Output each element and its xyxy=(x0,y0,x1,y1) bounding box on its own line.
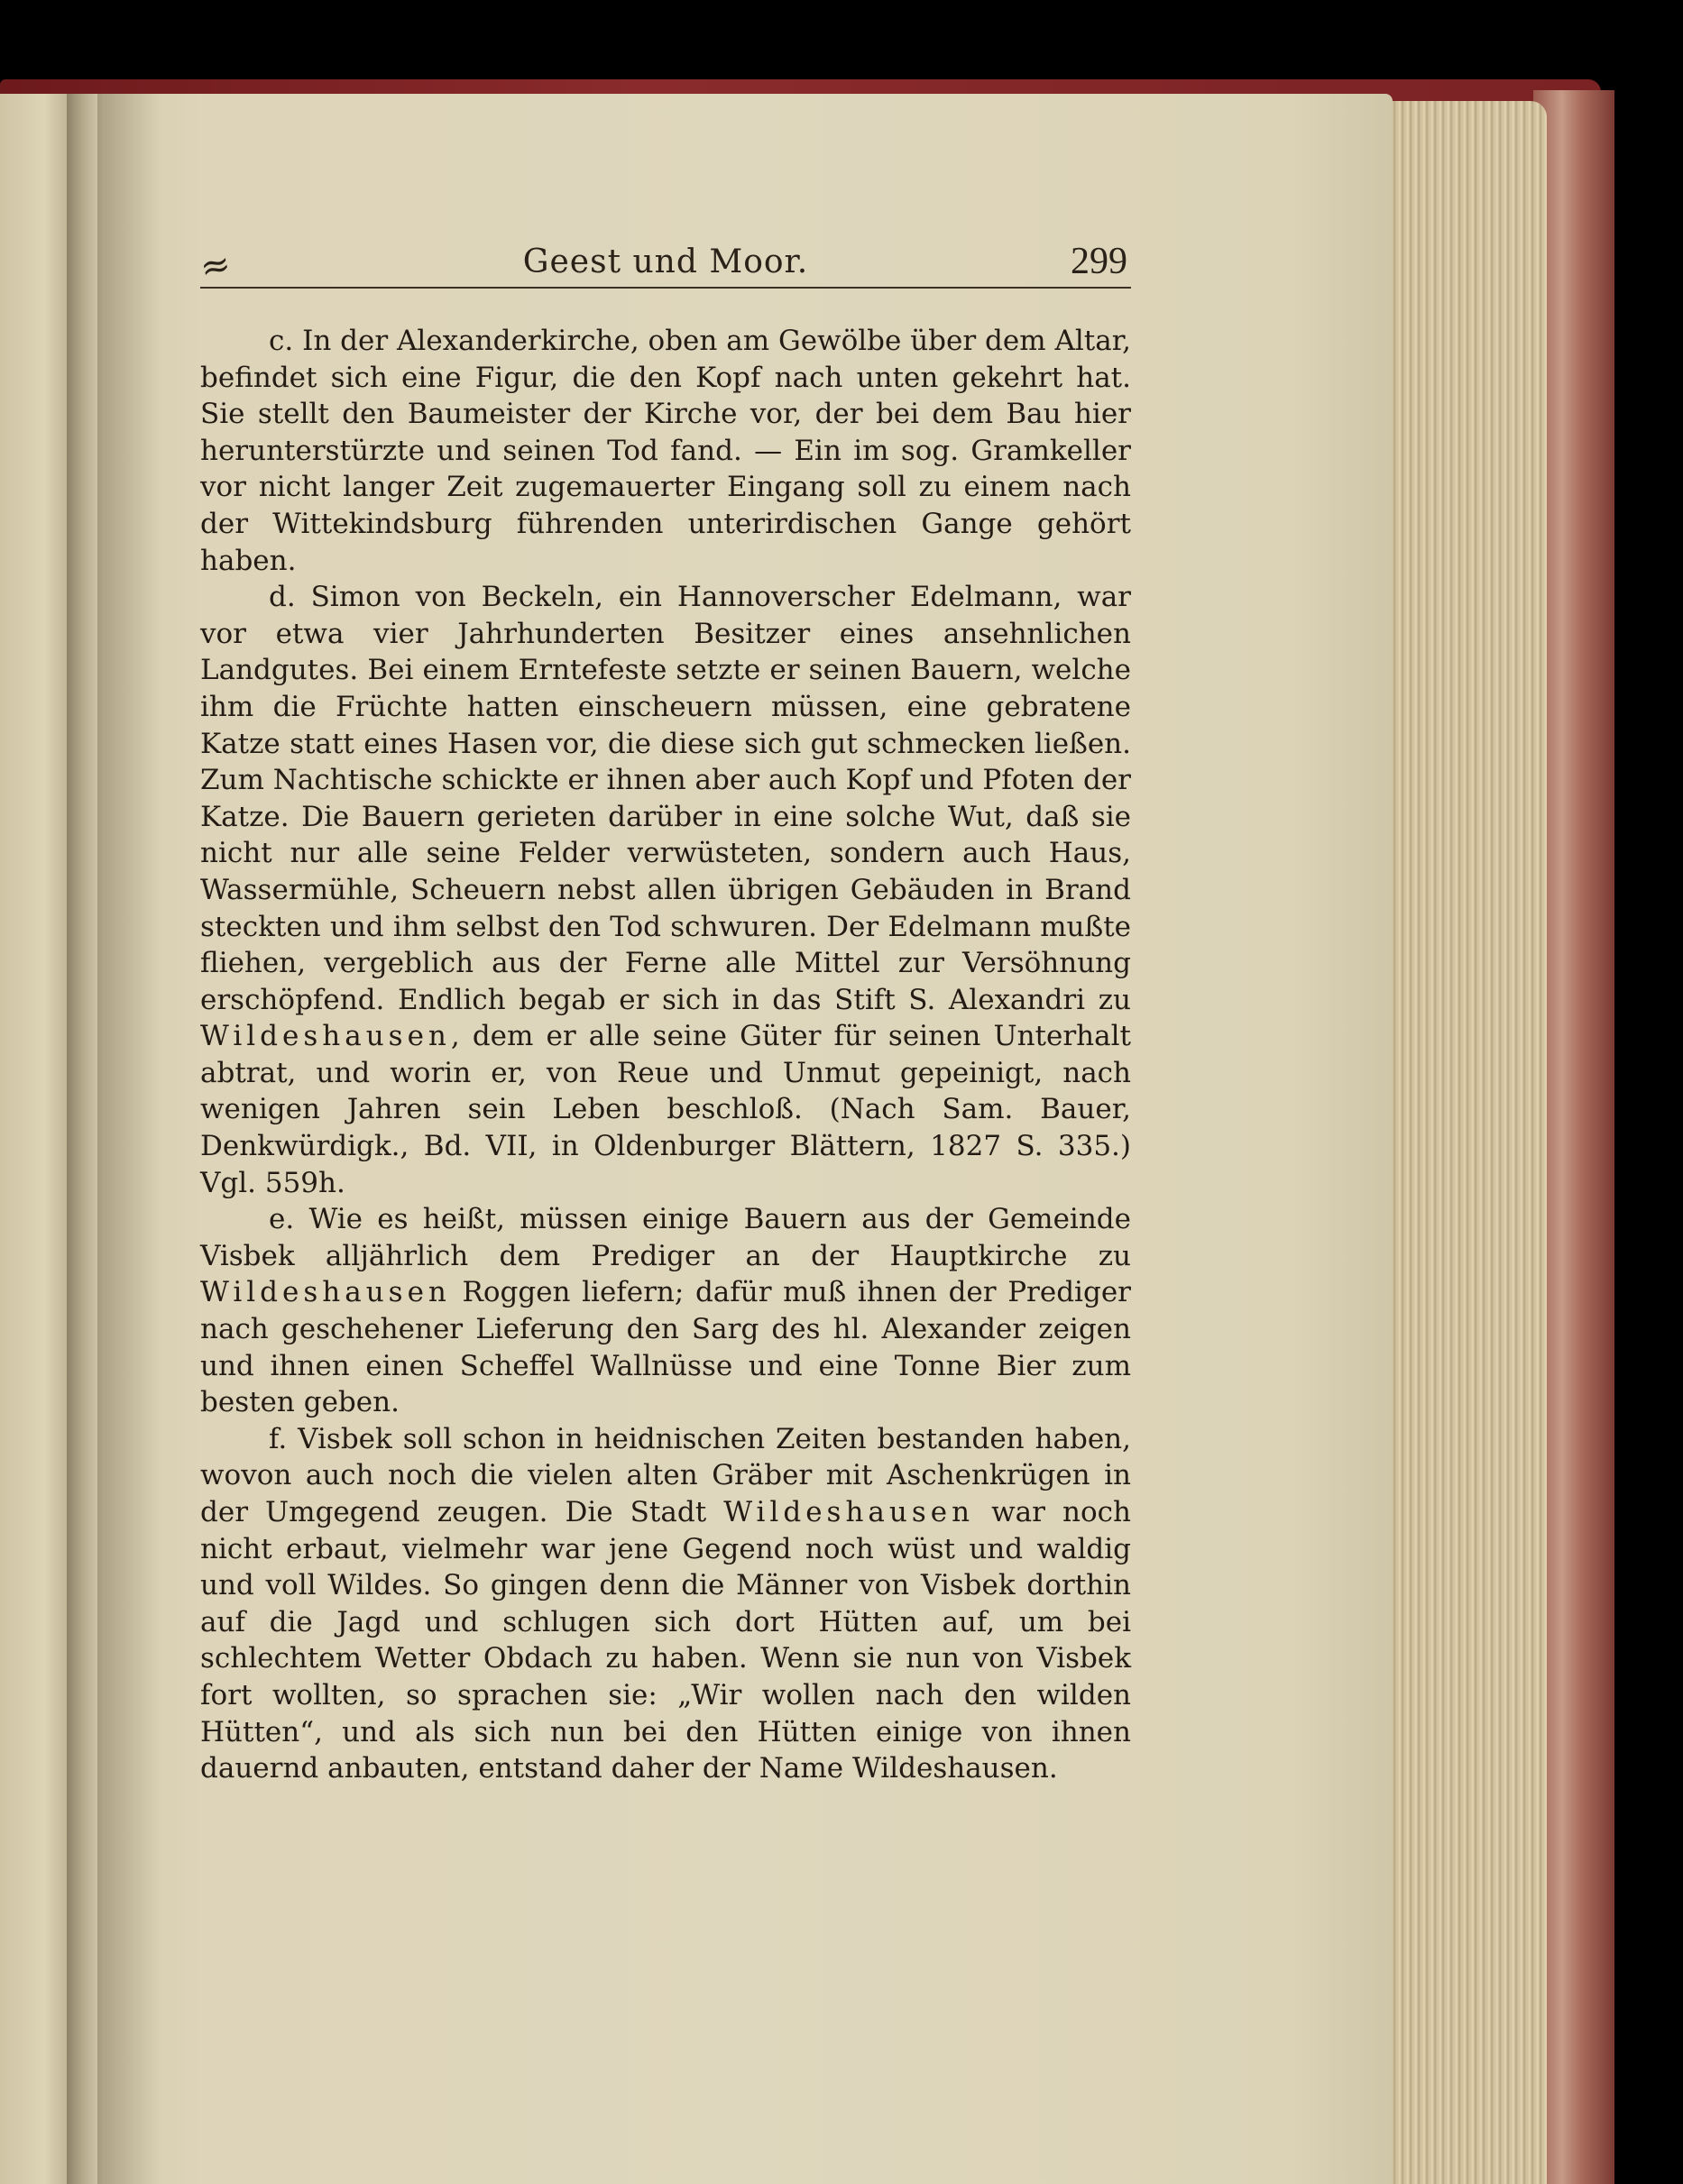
paragraph-c xyxy=(200,323,1131,579)
spaced-place-name: Wildeshausen xyxy=(723,1496,975,1528)
left-page-edge xyxy=(0,94,74,2184)
page-body xyxy=(200,323,1131,1787)
paragraph-text-continued: war noch nicht erbaut, vielmehr war jene Gegend noch wüst und waldig und voll Wildes. So gingen denn die Männer von Visbek dorthin auf die Jagd und schlugen sich dort Hütten auf, um bei schlechtem Wetter Obdach zu haben. Wenn sie nun von Visbek fort wollten, so sprachen sie: „Wir wollen nach den wilden Hütten“, und als sich nun bei den Hütten einige von ihnen dauernd anbauten, entstand daher der Name Wildeshausen. xyxy=(200,1496,1131,1785)
gutter-shadow xyxy=(97,94,161,2184)
paragraph-text-continued: Roggen liefern; dafür muß ihnen der Prediger nach geschehener Lieferung den Sarg des hl. Alexander zeigen und ihnen einen Scheffel Wallnüsse und eine Tonne Bier zum besten geben. xyxy=(200,1276,1131,1419)
paragraph-label: f. xyxy=(269,1422,288,1455)
spaced-place-name: Wildeshausen xyxy=(200,1276,451,1309)
paragraph-label: e. xyxy=(269,1203,295,1236)
paragraph-label: d. xyxy=(269,581,296,614)
signature-mark: ≈ xyxy=(196,243,235,289)
page-stack-edge xyxy=(1389,101,1547,2184)
paragraph-label: c. xyxy=(269,325,294,357)
paragraph-f xyxy=(200,1421,1131,1787)
paragraph-text: In der Alexanderkirche, oben am Gewölbe über dem Altar, befindet sich eine Figur, die den Kopf nach unten gekehrt hat. Sie stellt den Baumeister der Kirche vor, der bei dem Bau hier herunterstürzte und seinen Tod fand. — Ein im sog. Gramkeller vor nicht langer Zeit zugemauerter Eingang soll zu einem nach der Wittekindsburg führenden unterirdischen Gange gehört haben. xyxy=(200,325,1132,577)
running-title: Geest und Moor. xyxy=(522,243,809,280)
paragraph-text: Visbek soll schon in heidnischen Zeiten bestanden haben, wovon auch noch die vielen alten Gräber mit Aschenkrügen in der Umgegend zeugen. Die Stadt xyxy=(200,1422,1131,1528)
paragraph-e xyxy=(200,1201,1131,1421)
spaced-place-name: Wildeshausen xyxy=(200,1020,451,1053)
paragraph-text: Wie es heißt, müssen einige Bauern aus der Gemeinde Visbek alljährlich dem Prediger an der Hauptkirche zu xyxy=(200,1203,1131,1272)
paragraph-d xyxy=(200,579,1131,1201)
header-rule xyxy=(200,287,1131,289)
paragraph-text: Simon von Beckeln, ein Hannoverscher Edelmann, war vor etwa vier Jahrhunderten Besitzer eines ansehnlichen Landgutes. Bei einem Erntefeste setzte er seinen Bauern, welche ihm die Früchte hatten einscheuern müssen, eine gebratene Katze statt eines Hasen vor, die diese sich gut schmecken ließen. Zum Nachtische schickte er ihnen aber auch Kopf und Pfoten der Katze. Die Bauern gerieten darüber in eine solche Wut, daß sie nicht nur alle seine Felder verwüsteten, sondern auch Haus, Wassermühle, Scheuern nebst allen übrigen Gebäuden in Brand steckten und ihm selbst den Tod schwuren. Der Edelmann mußte fliehen, vergeblich aus der Ferne alle Mittel zur Versöhnung erschöpfend. Endlich begab er sich in das Stift S. Alexandri zu xyxy=(200,581,1131,1016)
running-header xyxy=(196,238,1131,292)
paragraph-text-continued: , dem er alle seine Güter für seinen Unterhalt abtrat, und worin er, von Reue und Unmut gepeinigt, nach wenigen Jahren sein Leben beschloß. (Nach Sam. Bauer, Denkwürdigk., Bd. VII, in Oldenburger Blättern, 1827 S. 335.) Vgl. 559h. xyxy=(200,1020,1131,1199)
page-number: 299 xyxy=(1071,241,1127,282)
